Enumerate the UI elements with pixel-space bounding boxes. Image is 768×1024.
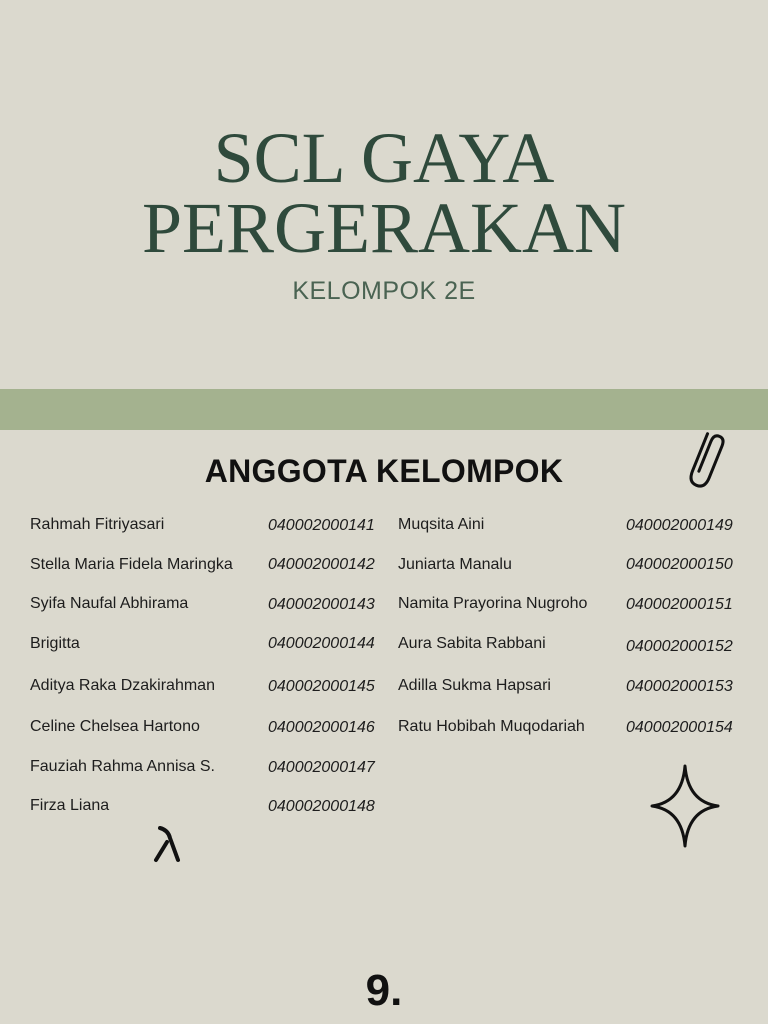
- member-nim: 040002000146: [268, 719, 375, 736]
- member-nim: 040002000151: [626, 596, 733, 613]
- member-name: Ratu Hobibah Muqodariah: [398, 718, 585, 735]
- page-number: 9.: [365, 966, 403, 1015]
- member-name: Brigitta: [30, 635, 80, 652]
- member-nim: 040002000144: [268, 635, 375, 652]
- title-line-2: PERGERAKAN: [141, 188, 627, 268]
- member-name: Celine Chelsea Hartono: [30, 718, 200, 735]
- member-name: Fauziah Rahma Annisa S.: [30, 758, 215, 775]
- member-name: Stella Maria Fidela Maringka: [30, 556, 233, 573]
- member-name: Rahmah Fitriyasari: [30, 516, 165, 533]
- member-name: Namita Prayorina Nugroho: [398, 595, 588, 612]
- member-name: Syifa Naufal Abhirama: [30, 595, 189, 612]
- title-line-1: SCL GAYA: [213, 118, 555, 198]
- green-divider-band: [0, 389, 768, 430]
- member-name: Adilla Sukma Hapsari: [398, 677, 551, 694]
- member-name: Juniarta Manalu: [398, 556, 512, 573]
- member-nim: 040002000154: [626, 719, 733, 736]
- group-subtitle: KELOMPOK 2E: [292, 277, 476, 305]
- member-nim: 040002000153: [626, 678, 733, 695]
- member-nim: 040002000149: [626, 517, 733, 534]
- member-nim: 040002000143: [268, 596, 375, 613]
- member-nim: 040002000148: [268, 798, 375, 815]
- member-nim: 040002000142: [268, 556, 375, 573]
- member-name: Aura Sabita Rabbani: [398, 635, 546, 652]
- member-nim: 040002000147: [268, 759, 375, 776]
- lambda-icon: [150, 824, 182, 864]
- member-nim: 040002000152: [626, 638, 733, 655]
- sparkle-icon: [650, 764, 720, 848]
- member-name: Muqsita Aini: [398, 516, 485, 533]
- member-nim: 040002000145: [268, 678, 375, 695]
- members-heading: ANGGOTA KELOMPOK: [204, 453, 564, 489]
- member-name: Firza Liana: [30, 797, 110, 814]
- member-name: Aditya Raka Dzakirahman: [30, 677, 215, 694]
- member-nim: 040002000141: [268, 517, 375, 534]
- member-nim: 040002000150: [626, 556, 733, 573]
